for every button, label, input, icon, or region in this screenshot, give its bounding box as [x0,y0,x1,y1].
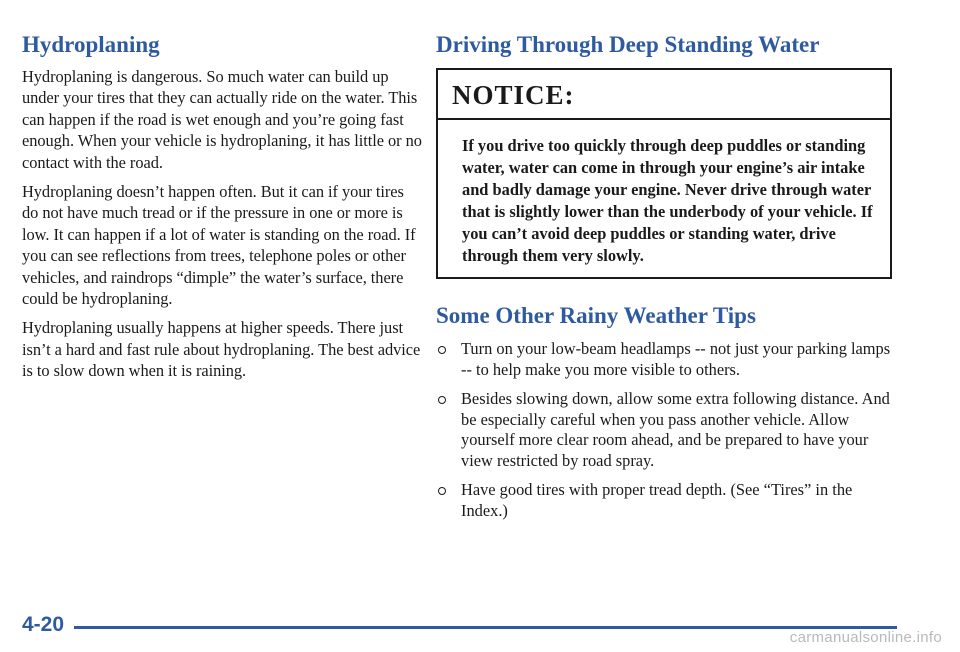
tip-text-2: Besides slowing down, allow some extra following distance. And be especially careful when you pass another vehicle. Allow yourself more clear room ahead, and be prepared to have your view restricted by road spray. [461,389,890,470]
page-number: 4-20 [22,613,65,636]
bullet-icon [438,346,446,354]
notice-title: NOTICE: [438,70,890,120]
rainy-tips-heading: Some Other Rainy Weather Tips [436,303,756,328]
list-item [436,480,896,521]
bullet-icon [438,487,446,495]
list-item [436,339,896,380]
left-column [22,30,422,390]
right-column [436,30,896,530]
hydroplaning-paragraph-3: Hydroplaning usually happens at higher speeds. There just isn’t a hard and fast rule about hydroplaning. The best advice is to slow down when it is raining. [22,318,421,381]
notice-box [436,68,892,279]
tip-text-1: Turn on your low-beam headlamps -- not just your parking lamps -- to help make you more visible to others. [461,339,891,379]
tip-text-3: Have good tires with proper tread depth. (See “Tires” in the Index.) [461,480,853,520]
deep-water-heading: Driving Through Deep Standing Water [436,32,820,57]
list-item [436,389,896,471]
rainy-tips-list [436,339,896,521]
watermark: carmanualsonline.info [789,629,942,646]
hydroplaning-paragraph-2: Hydroplaning doesn’t happen often. But it can if your tires do not have much tread or if the pressure in one or more is low. It can happen if a lot of water is standing on the road. If you can see reflections from trees, telephone poles or other vehicles, and raindrops “dimple” the water’s surface, there could be hydroplaning. [22,182,416,309]
bullet-icon [438,396,446,404]
hydroplaning-paragraph-1: Hydroplaning is dangerous. So much water can build up under your tires that they can actually ride on the water. This can happen if the road is wet enough and you’re going fast enough. When your vehicle is hydroplaning, it has little or no contact with the road. [22,67,422,172]
footer-rule [74,626,897,629]
page-footer [22,612,897,642]
hydroplaning-heading: Hydroplaning [22,32,160,57]
notice-body: If you drive too quickly through deep puddles or standing water, water can come in through your engine’s air intake and badly damage your engine. Never drive through water that is slightly lower than the underbody of your vehicle. If you can’t avoid deep puddles or standing water, drive through them very slowly. [462,136,873,265]
